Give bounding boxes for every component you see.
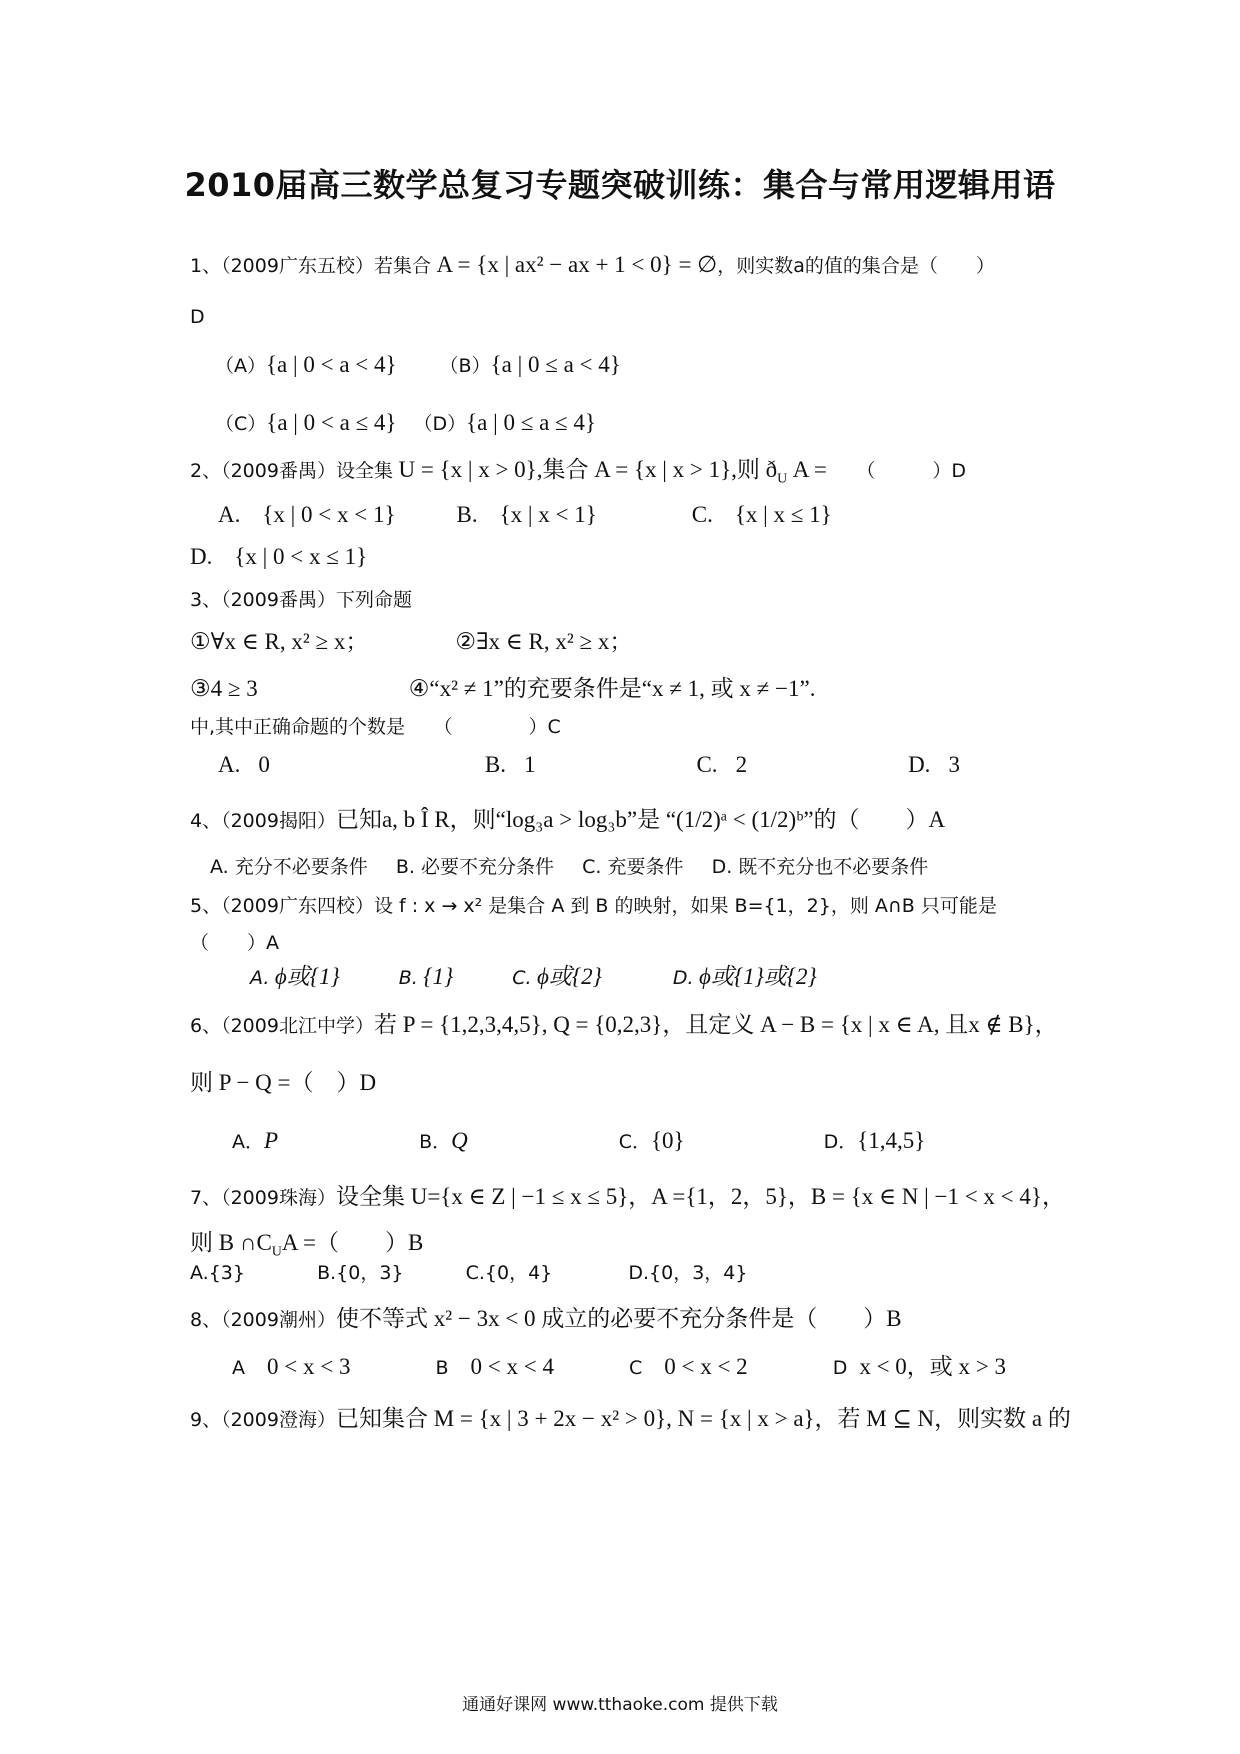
question-3-props-row-2: ③4 ≥ 3 ④“x² ≠ 1”的充要条件是“x ≠ 1, 或 x ≠ −1”. [190,676,816,701]
question-1-options-row-1: （A）{a | 0 < a < 4} （B）{a | 0 ≤ a < 4} [215,352,621,377]
question-1-answer: D [190,306,205,328]
question-2-options-row-1: A. {x | 0 < x < 1} B. {x | x < 1} C. {x | x ≤ 1} [218,502,832,527]
question-6-stem: 6、（2009北江中学）若 P = {1,2,3,4,5}, Q = {0,2,3}，且定义 A − B = {x | x ∈ A, 且x ∉ B}， [190,1012,1058,1037]
question-8-options: A 0 < x < 3 B 0 < x < 4 C 0 < x < 2 D x < 0，或 x > 3 [232,1354,1007,1379]
question-5-stem: 5、（2009广东四校）设 f : x → x² 是集合 A 到 B 的映射，如果 B={1，2}，则 A∩B 只可能是 [190,895,997,917]
question-7-options: A.{3} B.{0，3} C.{0，4} D.{0，3，4} [190,1262,748,1284]
question-4-options: A. 充分不必要条件 B. 必要不充分条件 C. 充要条件 D. 既不充分也不必要条件 [210,856,929,878]
question-3-props-row-1: ①∀x ∈ R, x² ≥ x； ②∃x ∈ R, x² ≥ x； [190,629,633,654]
question-3-stem: 3、（2009番禺）下列命题 [190,589,412,611]
page-title: 2010届高三数学总复习专题突破训练：集合与常用逻辑用语 [184,166,1056,204]
question-2-stem: 2、（2009番禺）设全集 U = {x | x > 0},集合 A = {x | x > 1},则 $ð_U$ A = （ ）D [190,457,966,487]
question-6-options: A．P B．Q C．{0} D．{1,4,5} [232,1128,926,1153]
question-9-stem: 9、（2009澄海）已知集合 M = {x | 3 + 2x − x² > 0}, N = {x | x > a}，若 M ⊆ N，则实数 a 的 [190,1406,1071,1431]
question-4-stem: 4、（2009揭阳）已知a, b Î R，则“log₃a > log₃b”是 “(1/2)ᵃ < (1/2)ᵇ”的（ ）A [190,807,946,832]
question-3-stem-end: 中,其中正确命题的个数是 （ ）C [190,716,561,738]
question-7-stem: 7、（2009珠海）设全集 U={x ∈ Z | −1 ≤ x ≤ 5}，A ={1，2，5}，B = {x ∈ N | −1 < x < 4}， [190,1184,1065,1209]
question-5-options: A. ϕ或{1} B. {1} C. ϕ或{2} D. ϕ或{1}或{2} [250,964,817,989]
question-7-stem-end: 则 B $\cap C_UA$ =（ ）B [190,1230,424,1260]
question-2-options-row-2: D. {x | 0 < x ≤ 1} [190,544,368,569]
question-1-options-row-2: （C）{a | 0 < a ≤ 4} （D）{a | 0 ≤ a ≤ 4} [215,410,596,435]
page-footer: 通通好课网 www.tthaoke.com 提供下载 [462,1695,778,1715]
question-5-stem-end: （ ）A [190,932,279,954]
question-1-stem: 1、（2009广东五校）若集合 A = {x | ax² − ax + 1 < 0} = ∅，则实数a的值的集合是（ ） [190,252,995,277]
question-3-options: A. 0 B. 1 C. 2 D. 3 [218,752,960,777]
question-8-stem: 8、（2009潮州）使不等式 x² − 3x < 0 成立的必要不充分条件是（ ）B [190,1306,902,1331]
question-6-stem-end: 则 P − Q =（ ）D [190,1070,377,1095]
